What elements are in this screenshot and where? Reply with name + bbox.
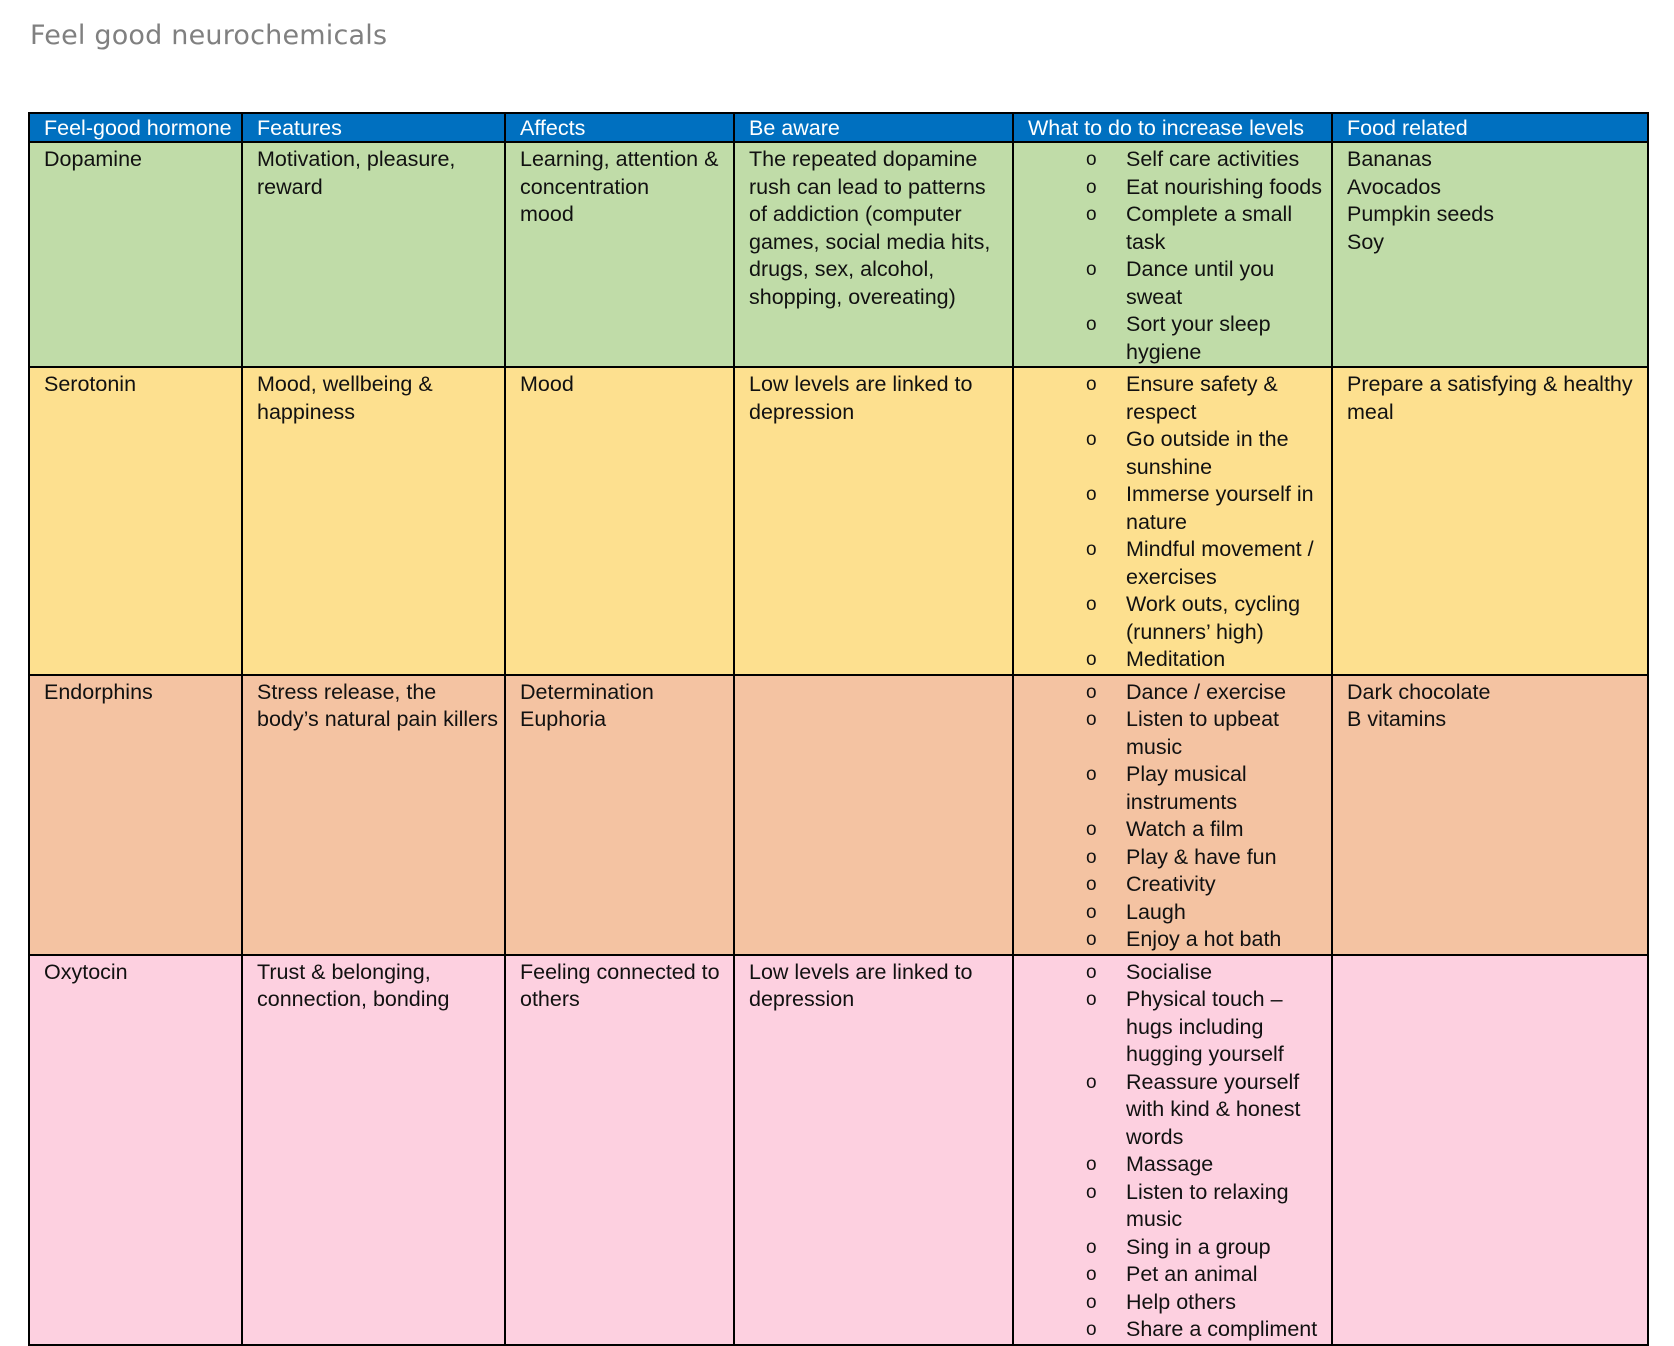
list-item: o Mindful movement / exercises (1086, 537, 1314, 589)
list-item: o Laugh (1028, 899, 1325, 927)
hormone-cell: Serotonin (29, 367, 242, 675)
list-item: o Immerse yourself in nature (1086, 482, 1314, 534)
affects-item: Feeling connected to others (520, 959, 720, 1011)
features-cell: Motivation, pleasure, reward (242, 142, 505, 367)
list-item: o Sing in a group (1028, 1234, 1325, 1262)
bullet-icon: o (1086, 1236, 1097, 1258)
table-row-oxytocin (29, 955, 1648, 1345)
table-row-serotonin (29, 367, 1648, 675)
list-item: o Ensure safety & respect (1086, 372, 1278, 424)
header-affects: Affects (505, 113, 734, 142)
actions-cell (1013, 955, 1332, 1345)
list-item: o Complete a small task (1086, 202, 1293, 254)
affects-cell (505, 367, 734, 675)
list-item: o Play musical instruments (1086, 762, 1247, 814)
features-cell: Stress release, the body’s natural pain killers (242, 675, 505, 955)
bullet-icon: o (1086, 846, 1097, 868)
be-aware-cell (734, 675, 1013, 955)
bullet-icon: o (1086, 681, 1097, 703)
list-item: o Meditation (1028, 646, 1325, 674)
bullet-icon: o (1086, 374, 1097, 395)
features-cell: Trust & belonging, connection, bonding (242, 955, 505, 1345)
bullet-icon: o (1086, 259, 1097, 280)
bullet-icon: o (1086, 649, 1097, 670)
bullet-icon: o (1086, 929, 1097, 950)
food-cell (1332, 955, 1648, 1345)
table-header-row (29, 113, 1648, 142)
bullet-icon: o (1086, 176, 1097, 198)
bullet-icon: o (1086, 1264, 1097, 1285)
list-item: o Sort your sleep hygiene (1086, 312, 1271, 364)
bullet-icon: o (1086, 709, 1097, 730)
be-aware-cell: Low levels are linked to depression (734, 367, 1013, 675)
affects-item: mood (520, 202, 574, 226)
list-item: o Share a compliment (1028, 1316, 1325, 1344)
bullet-icon: o (1086, 1291, 1097, 1313)
bullet-icon: o (1086, 1071, 1097, 1093)
food-cell (1332, 142, 1648, 367)
actions-cell (1013, 367, 1332, 675)
actions-cell (1013, 142, 1332, 367)
hormone-cell: Endorphins (29, 675, 242, 955)
list-item: o Socialise (1028, 959, 1325, 987)
bullet-icon: o (1086, 594, 1097, 615)
be-aware-cell: Low levels are linked to depression (734, 955, 1013, 1345)
list-item: o Listen to upbeat music (1086, 707, 1280, 759)
bullet-icon: o (1086, 901, 1097, 923)
hormone-cell: Oxytocin (29, 955, 242, 1345)
food-item: Pumpkin seeds (1347, 202, 1494, 226)
bullet-icon: o (1086, 204, 1097, 225)
food-item: Soy (1347, 229, 1385, 254)
food-cell (1332, 675, 1648, 955)
actions-list (1028, 371, 1325, 674)
list-item: o Play & have fun (1028, 844, 1325, 872)
list-item: o Watch a film (1028, 816, 1325, 844)
list-item: o Reassure yourself with kind & honest words (1086, 1069, 1301, 1149)
features-cell: Mood, wellbeing & happiness (242, 367, 505, 675)
affects-item: Mood (520, 372, 574, 396)
bullet-icon: o (1086, 1154, 1097, 1175)
affects-item: Determination (520, 679, 654, 704)
bullet-icon: o (1086, 989, 1097, 1010)
list-item: o Physical touch – hugs including hugging yourself (1086, 987, 1284, 1066)
list-item: o Creativity (1028, 871, 1325, 899)
header-be-aware: Be aware (734, 113, 1013, 142)
header-features: Features (242, 113, 505, 142)
bullet-icon: o (1086, 961, 1097, 983)
affects-item: Euphoria (520, 707, 607, 731)
actions-cell (1013, 675, 1332, 955)
actions-list (1028, 959, 1325, 1344)
header-hormone: Feel-good hormone (29, 113, 242, 142)
bullet-icon: o (1086, 1319, 1097, 1340)
document-title: Feel good neurochemicals (30, 20, 388, 51)
bullet-icon: o (1086, 539, 1097, 560)
list-item: o Dance until you sweat (1086, 257, 1275, 309)
list-item: o Dance / exercise (1028, 679, 1325, 707)
header-actions: What to do to increase levels (1013, 113, 1332, 142)
food-item: Avocados (1347, 174, 1442, 199)
food-item: B vitamins (1347, 707, 1447, 731)
bullet-icon: o (1086, 1181, 1097, 1203)
bullet-icon: o (1086, 429, 1097, 450)
food-item: Dark chocolate (1347, 679, 1491, 704)
list-item: o Eat nourishing foods (1028, 174, 1325, 202)
bullet-icon: o (1086, 764, 1097, 785)
list-item: o Massage (1028, 1151, 1325, 1179)
bullet-icon: o (1086, 149, 1097, 170)
neurochemicals-table (28, 112, 1649, 1346)
list-item: o Help others (1028, 1289, 1325, 1317)
table-row-dopamine (29, 142, 1648, 367)
list-item: o Enjoy a hot bath (1028, 926, 1325, 954)
be-aware-cell: The repeated dopamine rush can lead to patterns of addiction (computer games, social media hits, drugs, sex, alcohol, shopping, overeating) (734, 142, 1013, 367)
bullet-icon: o (1086, 314, 1097, 335)
bullet-icon: o (1086, 484, 1097, 505)
bullet-icon: o (1086, 874, 1097, 895)
food-item: Bananas (1347, 147, 1432, 171)
table-row-endorphins (29, 675, 1648, 955)
actions-list (1028, 679, 1325, 954)
list-item: o Pet an animal (1028, 1261, 1325, 1289)
food-item: Prepare a satisfying & healthy meal (1347, 372, 1633, 424)
list-item: o Listen to relaxing music (1086, 1179, 1289, 1231)
affects-cell (505, 142, 734, 367)
actions-list (1028, 146, 1325, 366)
affects-cell (505, 955, 734, 1345)
header-food: Food related (1332, 113, 1648, 142)
affects-cell (505, 675, 734, 955)
list-item: o Self care activities (1028, 146, 1325, 174)
affects-item: Learning, attention & concentration (520, 147, 719, 199)
bullet-icon: o (1086, 819, 1097, 840)
list-item: o Go outside in the sunshine (1086, 427, 1289, 479)
list-item: o Work outs, cycling (runners’ high) (1086, 592, 1301, 644)
food-cell (1332, 367, 1648, 675)
hormone-cell: Dopamine (29, 142, 242, 367)
